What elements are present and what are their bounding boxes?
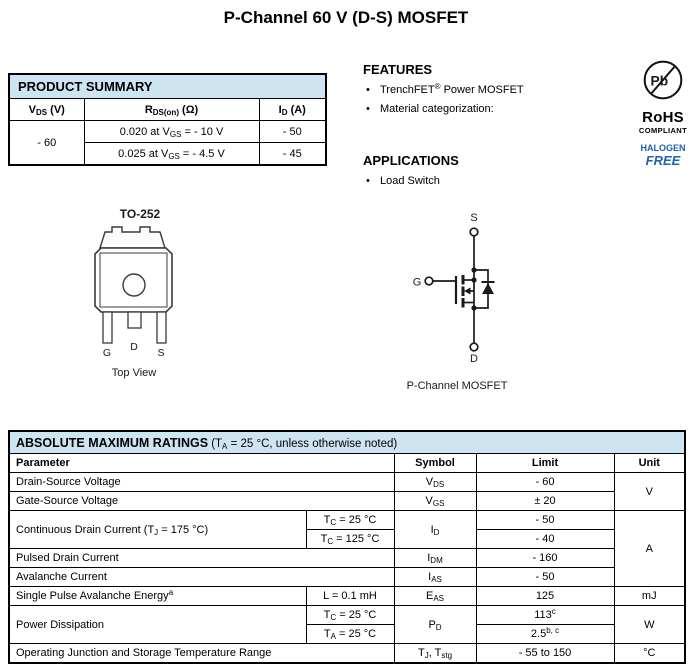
gate-terminal <box>425 277 433 285</box>
col-header-limit: Limit <box>476 454 614 473</box>
applications-section <box>363 153 628 194</box>
pin-label-d: D <box>130 341 138 353</box>
unit-cell: °C <box>614 644 685 664</box>
limit-cell: - 50 <box>476 568 614 587</box>
param-cell: Gate-Source Voltage <box>9 492 394 511</box>
limit-cell: 2.5$^{b, c}$ <box>476 625 614 644</box>
terminal-label-s: S <box>470 212 478 224</box>
bullet-icon: • <box>366 103 370 115</box>
mounting-hole <box>123 274 145 296</box>
abs-max-header <box>9 431 685 454</box>
symbol-cell: $I_D$ <box>394 511 476 549</box>
pin-label-g: G <box>102 347 112 359</box>
pin-drain <box>128 312 141 328</box>
col-header-unit: Unit <box>614 454 685 473</box>
product-summary-table <box>8 73 327 166</box>
compliant-label: COMPLIANT <box>638 126 688 135</box>
unit-cell: mJ <box>614 587 685 606</box>
symbol-cell: $T_J$, $T_{stg}$ <box>394 644 476 664</box>
bullet-icon: • <box>366 84 370 96</box>
condition-cell: $T_A = 25$ °C <box>306 625 394 644</box>
package-tab <box>100 227 165 248</box>
schematic-caption: P-Channel MOSFET <box>406 380 508 392</box>
symbol-cell: $I_{AS}$ <box>394 568 476 587</box>
bullet-icon: • <box>366 175 370 187</box>
param-cell: Power Dissipation <box>9 606 306 644</box>
page-title: P-Channel 60 V (D-S) MOSFET <box>223 8 469 27</box>
terminal-label-g: G <box>412 276 422 289</box>
col-header-id: $I_D$ (A) <box>259 99 326 121</box>
limit-cell: - 60 <box>476 473 614 492</box>
pin-source <box>157 312 166 343</box>
compliance-badge <box>634 58 692 168</box>
table-row <box>9 454 685 473</box>
features-section <box>363 62 628 122</box>
table-row <box>9 549 685 568</box>
limit-cell: - 50 <box>476 511 614 530</box>
body-diode-icon <box>482 283 494 294</box>
halogen-label: HALOGEN <box>640 143 686 153</box>
vds-value-cell: - 60 <box>9 121 84 166</box>
param-cell: Continuous Drain Current ($T_J = 175$ °C) <box>9 511 306 549</box>
limit-cell: 113$^c$ <box>476 606 614 625</box>
col-header-rdson: $R_{DS(on)}$ (Ω) <box>84 99 259 121</box>
rdson-cell: 0.020 at $V_{GS}$ = - 10 V <box>84 121 259 143</box>
limit-cell: - 55 to 150 <box>476 644 614 664</box>
col-header-vds: $V_{DS}$ (V) <box>9 99 84 121</box>
limit-cell: - 40 <box>476 530 614 549</box>
param-cell: Drain-Source Voltage <box>9 473 394 492</box>
col-header-parameter: Parameter <box>9 454 394 473</box>
symbol-cell: $I_{DM}$ <box>394 549 476 568</box>
col-header-symbol: Symbol <box>394 454 476 473</box>
package-caption: Top View <box>111 367 157 379</box>
condition-cell: $T_C = 25$ °C <box>306 606 394 625</box>
feature-text: Material categorization: <box>380 103 494 115</box>
param-cell: Pulsed Drain Current <box>9 549 394 568</box>
param-cell: Single Pulse Avalanche Energy$^a$ <box>9 587 306 606</box>
pin-gate <box>103 312 112 343</box>
feature-item <box>363 84 628 96</box>
terminal-label-d: D <box>470 353 478 365</box>
condition-cell: $T_C = 25$ °C <box>306 511 394 530</box>
id-cell: - 45 <box>259 143 326 166</box>
abs-max-title: ABSOLUTE MAXIMUM RATINGS <box>16 435 209 450</box>
symbol-cell: $E_{AS}$ <box>394 587 476 606</box>
table-row <box>9 473 685 492</box>
application-text: Load Switch <box>380 175 440 187</box>
unit-cell: V <box>614 473 685 511</box>
limit-cell: - 160 <box>476 549 614 568</box>
limit-cell: ± 20 <box>476 492 614 511</box>
drain-terminal <box>470 343 478 351</box>
pb-label: Pb <box>650 73 669 89</box>
table-row <box>9 492 685 511</box>
table-row <box>9 121 326 143</box>
symbol-cell: $V_{DS}$ <box>394 473 476 492</box>
table-row <box>9 511 685 530</box>
table-row <box>9 644 685 664</box>
rdson-cell: 0.025 at $V_{GS}$ = - 4.5 V <box>84 143 259 166</box>
table-row <box>9 568 685 587</box>
absolute-maximum-ratings-table <box>8 430 686 664</box>
table-row <box>9 606 685 625</box>
table-row <box>9 431 685 454</box>
symbol-cell: $P_D$ <box>394 606 476 644</box>
channel-arrow-icon <box>464 288 471 295</box>
table-row <box>9 99 326 121</box>
param-cell: Avalanche Current <box>9 568 394 587</box>
application-item <box>363 175 628 187</box>
feature-item <box>363 103 628 115</box>
table-row <box>9 74 326 99</box>
mosfet-schematic <box>395 205 555 400</box>
source-terminal <box>470 228 478 236</box>
param-cell: Operating Junction and Storage Temperature Range <box>9 644 394 664</box>
package-name: TO-252 <box>119 207 161 221</box>
limit-cell: 125 <box>476 587 614 606</box>
unit-cell: W <box>614 606 685 644</box>
feature-text: TrenchFET® Power MOSFET <box>380 82 524 96</box>
pin-label-s: S <box>157 347 165 359</box>
applications-heading: APPLICATIONS <box>363 153 459 168</box>
free-label: FREE <box>645 153 681 168</box>
symbol-cell: $V_{GS}$ <box>394 492 476 511</box>
condition-cell: $T_C = 125$ °C <box>306 530 394 549</box>
no-lead-icon <box>641 58 685 102</box>
condition-cell: L = 0.1 mH <box>306 587 394 606</box>
unit-cell: A <box>614 511 685 587</box>
id-cell: - 50 <box>259 121 326 143</box>
features-heading: FEATURES <box>363 62 433 77</box>
table-row <box>9 587 685 606</box>
package-drawing <box>55 203 275 383</box>
product-summary-header: PRODUCT SUMMARY <box>9 74 326 99</box>
abs-max-note: ($T_A = 25$ °C, unless otherwise noted) <box>211 437 398 451</box>
rohs-label: RoHS <box>642 109 684 126</box>
